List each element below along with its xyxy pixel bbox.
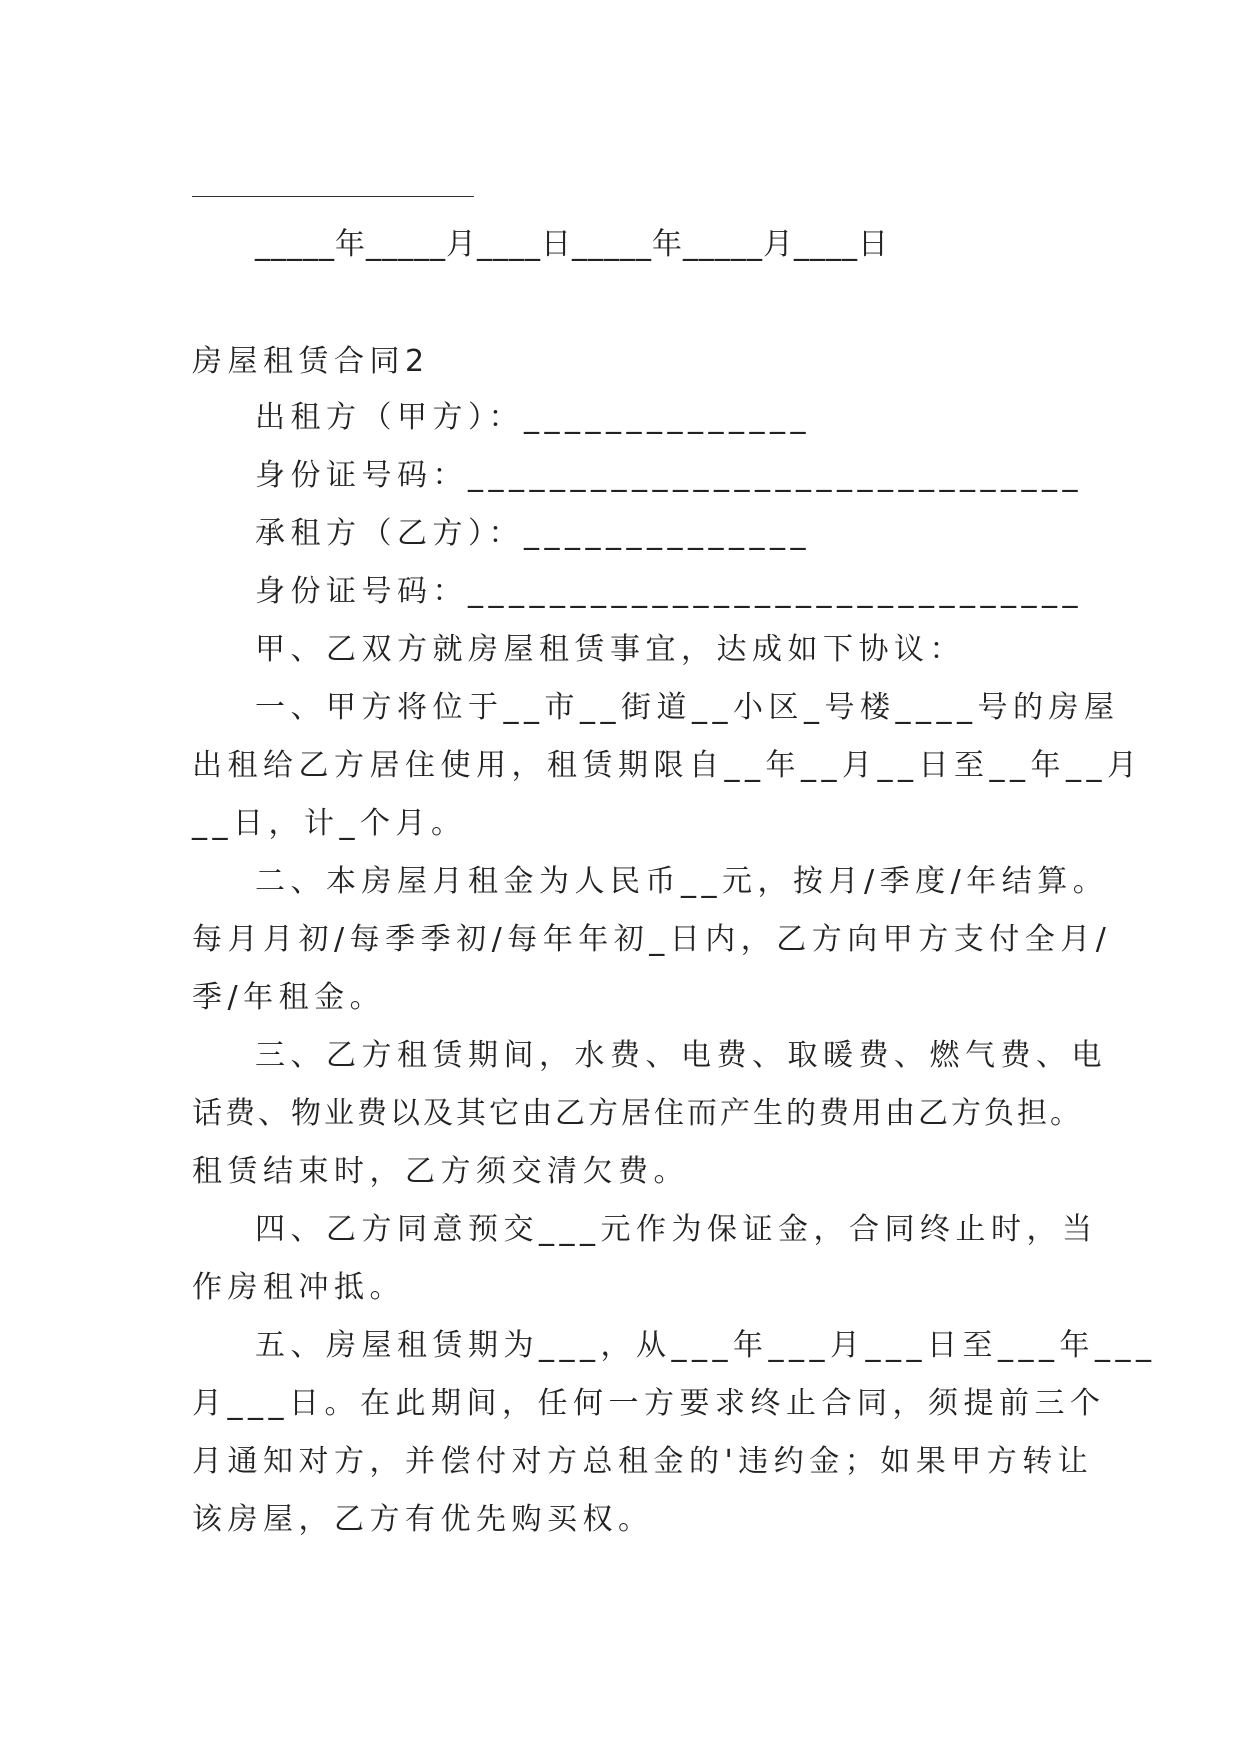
clause-5-line-3: 月通知对方，并偿付对方总租金的'违约金；如果甲方转让: [192, 1444, 1094, 1479]
clause-4-line-1: 四、乙方同意预交___元作为保证金，合同终止时，当: [255, 1212, 1098, 1247]
signature-rule: [192, 196, 474, 197]
clause-2-line-2: 每月月初/每季季初/每年年初_日内，乙方向甲方支付全月/: [192, 922, 1112, 957]
intro-line: 甲、乙双方就房屋租赁事宜，达成如下协议：: [255, 632, 965, 667]
lessor-line: 出租方（甲方）：______________: [255, 400, 811, 435]
clause-2-line-3: 季/年租金。: [192, 980, 386, 1015]
clause-5-line-2: 月___日。在此期间，任何一方要求终止合同，须提前三个: [192, 1386, 1106, 1421]
clause-5-line-1: 五、房屋租赁期为___，从___年___月___日至___年___: [255, 1328, 1157, 1363]
clause-1-line-2: 出租给乙方居住使用，租赁期限自__年__月__日至__年__月: [192, 748, 1143, 783]
lessee-line: 承租方（乙方）：______________: [255, 516, 811, 551]
clause-3-line-1: 三、乙方租赁期间，水费、电费、取暖费、燃气费、电: [255, 1038, 1107, 1073]
clause-1-line-3: __日，计_个月。: [192, 806, 467, 841]
clause-1-line-1: 一、甲方将位于__市__街道__小区_号楼____号的房屋: [255, 690, 1120, 725]
clause-4-line-2: 作房租冲抵。: [192, 1270, 405, 1305]
lessor-id-line: 身份证号码：______________________________: [255, 458, 1083, 493]
clause-3-line-3: 租赁结束时，乙方须交清欠费。: [192, 1154, 689, 1189]
clause-5-line-4: 该房屋，乙方有优先购买权。: [192, 1502, 654, 1537]
clause-3-line-2: 话费、物业费以及其它由乙方居住而产生的费用由乙方负担。: [192, 1096, 1083, 1131]
clause-2-line-1: 二、本房屋月租金为人民币__元，按月/季度/年结算。: [255, 864, 1109, 899]
lessee-id-line: 身份证号码：______________________________: [255, 574, 1083, 609]
contract-title: 房屋租赁合同2: [192, 344, 430, 379]
date-line: _____年_____月____日_____年_____月____日: [255, 227, 889, 262]
